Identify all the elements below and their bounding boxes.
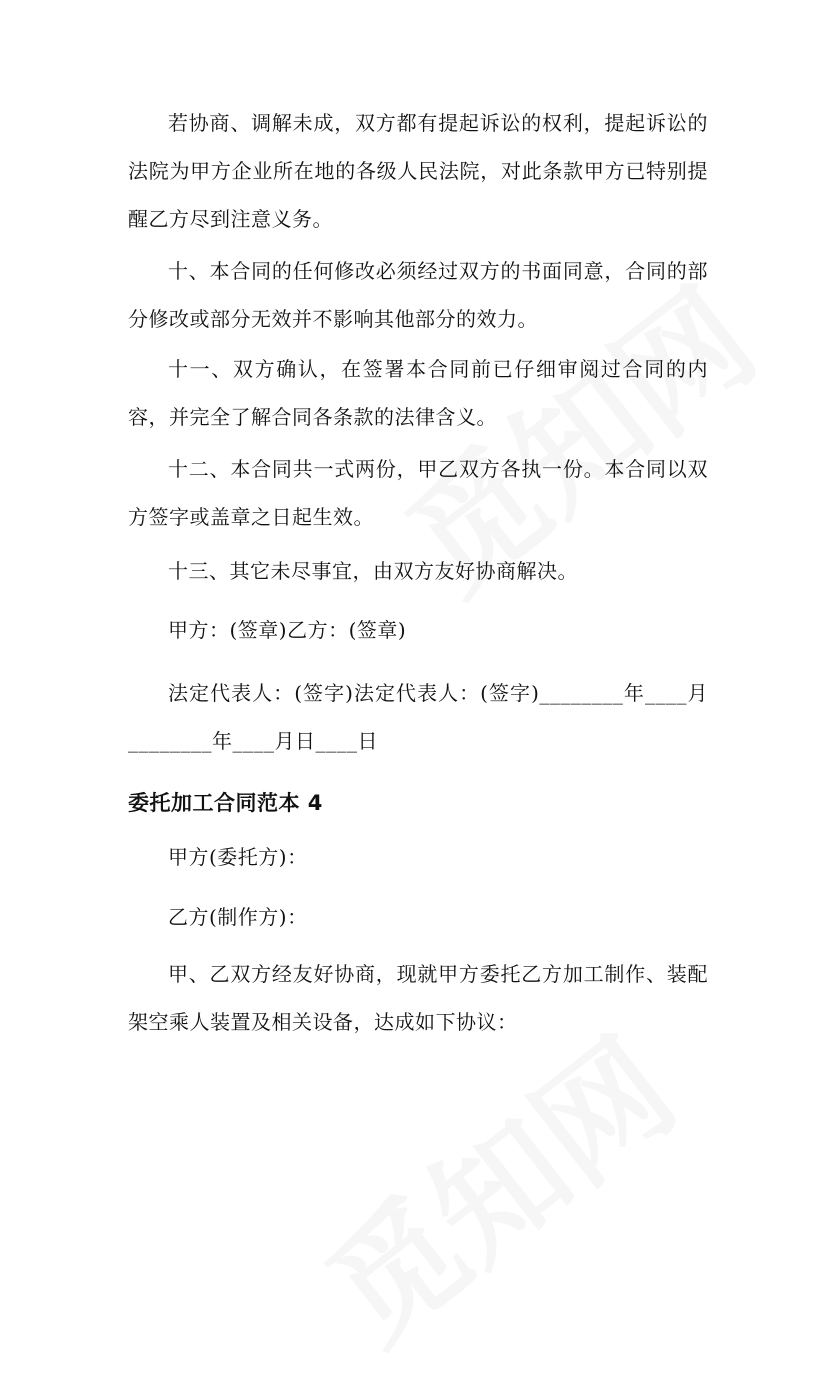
party-a-line: 甲方(委托方)： [168, 845, 308, 869]
paragraph-clause-11: 十一、双方确认，在签署本合同前已仔细审阅过合同的内容，并完全了解合同各条款的法律含义。 [128, 357, 708, 429]
party-b-line: 乙方(制作方)： [168, 905, 308, 929]
paragraph-clause-12: 十二、本合同共一式两份，甲乙双方各执一份。本合同以双方签字或盖章之日起生效。 [128, 457, 708, 529]
section-heading: 委托加工合同范本 4 [128, 791, 323, 815]
paragraph-clause-13: 十三、其它未尽事宜，由双方友好协商解决。 [168, 559, 578, 583]
signature-line-representatives: 法定代表人：(签字)法定代表人：(签字)________年____月________年____月日____日 [128, 681, 708, 753]
agreement-intro-paragraph: 甲、乙双方经友好协商，现就甲方委托乙方加工制作、装配架空乘人装置及相关设备，达成如下协议： [128, 962, 708, 1034]
signature-line-parties: 甲方：(签章)乙方：(签章) [168, 618, 407, 642]
paragraph-dispute-resolution: 若协商、调解未成，双方都有提起诉讼的权利，提起诉讼的法院为甲方企业所在地的各级人民法院，对此条款甲方已特别提醒乙方尽到注意义务。 [128, 111, 708, 231]
paragraph-clause-10: 十、本合同的任何修改必须经过双方的书面同意，合同的部分修改或部分无效并不影响其他部分的效力。 [128, 259, 708, 331]
